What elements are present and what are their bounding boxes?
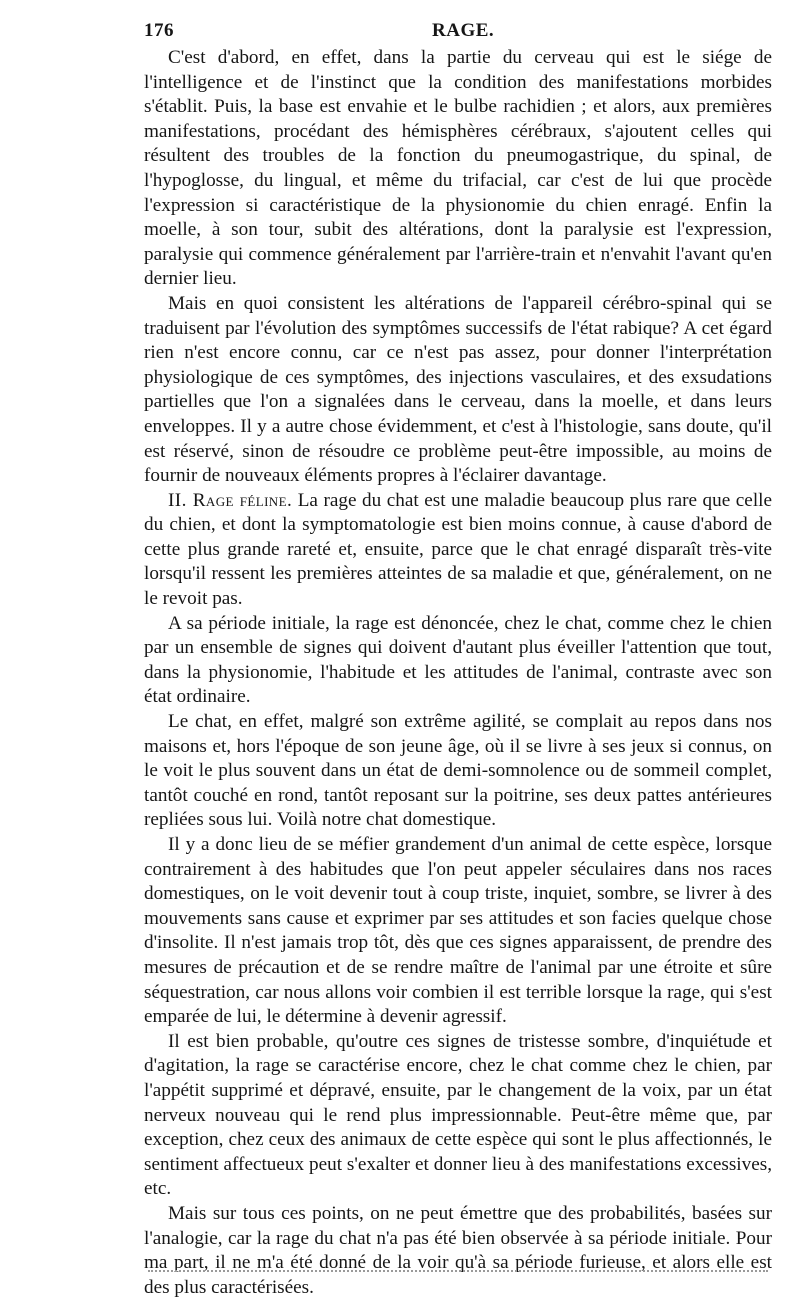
- running-title: RAGE.: [432, 20, 495, 41]
- page-text-block: [144, 18, 772, 1300]
- paragraph-text: La rage du chat est une maladie beaucoup plus rare que celle du chien, et dont la symptomatologie est bien moins connue, à cause d'abord de cette plus grande rareté et, ensuite, parce que le chat enragé disparaît très-vite lorsqu'il ressent les premières atteintes de sa maladie et que, généralement, on ne le revoit pas.: [144, 489, 773, 610]
- section-heading: II. Rage féline.: [168, 489, 293, 511]
- paragraph: [144, 833, 772, 1030]
- paragraph: [144, 612, 772, 710]
- paragraph-text: C'est d'abord, en effet, dans la partie du cerveau qui est le siége de l'intelligence et de l'instinct que la condition des manifestations morbides s'établit. Puis, la base est envahie et le bulbe rachidien ; et alors, aux premières manifestations, procédant des hémisphères cérébraux, s'ajoutent celles qui résultent des troubles de la fonction du pneumogastrique, du spinal, de l'hypoglosse, du lingual, et même du trifacial, car c'est de lui que procède l'expression si caractéristique de la physionomie du chien enragé. Enfin la moelle, à son tour, subit des altérations, dont la paralysie est l'expression, paralysie qui commence généralement par l'arrière-train et n'envahit l'avant qu'en dernier lieu.: [144, 47, 772, 290]
- page-number: 176: [144, 20, 174, 41]
- paragraph-text: Mais en quoi consistent les altérations de l'appareil cérébro-spinal qui se traduisent par l'évolution des symptômes successifs de l'état rabique? A cet égard rien n'est encore connu, car ce n'est pas assez, pour donner l'interprétation physiologique de ces symptômes, des injections vasculaires, et des exsudations partielles que l'on a signalées dans le cerveau, dans la moelle, et dans leurs enveloppes. Il y a autre chose évidemment, et c'est à l'histologie, sans doute, qu'il est réservé, sinon de résoudre ce problème peut-être impossible, au moins de fournir de nouveaux éléments propres à l'éclairer davantage.: [144, 292, 772, 487]
- paragraph: [144, 46, 772, 292]
- paragraph-text: Il y a donc lieu de se méfier grandement d'un animal de cette espèce, lorsque contrairement à des habitudes que l'on peut appeler séculaires dans nos races domestiques, on le voit devenir tout à coup triste, inquiet, sombre, se livrer à des mouvements sans cause et exprimer par ses attitudes et son facies quelque chose d'insolite. Il n'est jamais trop tôt, dès que ces signes apparaissent, de prendre des mesures de précaution et de se rendre maître de l'animal par une étroite et sûre séquestration, car nous allons voir combien il est terrible lorsque la rage, qui s'est emparée de lui, le détermine à devenir agressif.: [144, 834, 772, 1028]
- paragraph-text: Il est bien probable, qu'outre ces signes de tristesse sombre, d'inquiétude et d'agitation, la rage se caractérise encore, chez le chat comme chez le chien, par l'appétit supprimé et dépravé, ensuite, par le changement de la voix, par un état nerveux nouveau qui le rend plus impressionnable. Peut-être même que, par exception, chez ceux des animaux de cette espèce qui sont le plus affectionnés, le sentiment affectueux peut s'exalter et donner lieu à des manifestations excessives, etc.: [144, 1030, 772, 1200]
- running-header: [144, 18, 772, 46]
- paragraph: [144, 1030, 772, 1202]
- footer-dotted-rule: [148, 1270, 768, 1272]
- paragraph: [144, 1202, 772, 1300]
- paragraph: [144, 292, 772, 489]
- paragraph: [144, 710, 772, 833]
- paragraph-text: Mais sur tous ces points, on ne peut émettre que des probabilités, basées sur l'analogie, car la rage du chat n'a pas été bien observée à sa période initiale. Pour ma part, il ne m'a été donné de la voir qu'à sa période furieuse, et alors elle est des plus caractérisées.: [144, 1202, 772, 1298]
- paragraph-text: Le chat, en effet, malgré son extrême agilité, se complait au repos dans nos maisons et, hors l'époque de son jeune âge, où il se livre à ses jeux si connus, on le voit le plus souvent dans un état de demi-somnolence ou de sommeil complet, tantôt couché en rond, tantôt reposant sur la poitrine, ses deux pattes antérieures repliées sous lui. Voilà notre chat domestique.: [144, 711, 772, 831]
- section-paragraph: [144, 489, 772, 612]
- paragraph-text: A sa période initiale, la rage est dénoncée, chez le chat, comme chez le chien par un ensemble de signes qui doivent d'autant plus éveiller l'attention que tout, dans la physionomie, l'habitude et les attitudes de l'animal, contraste avec son état ordinaire.: [144, 612, 772, 708]
